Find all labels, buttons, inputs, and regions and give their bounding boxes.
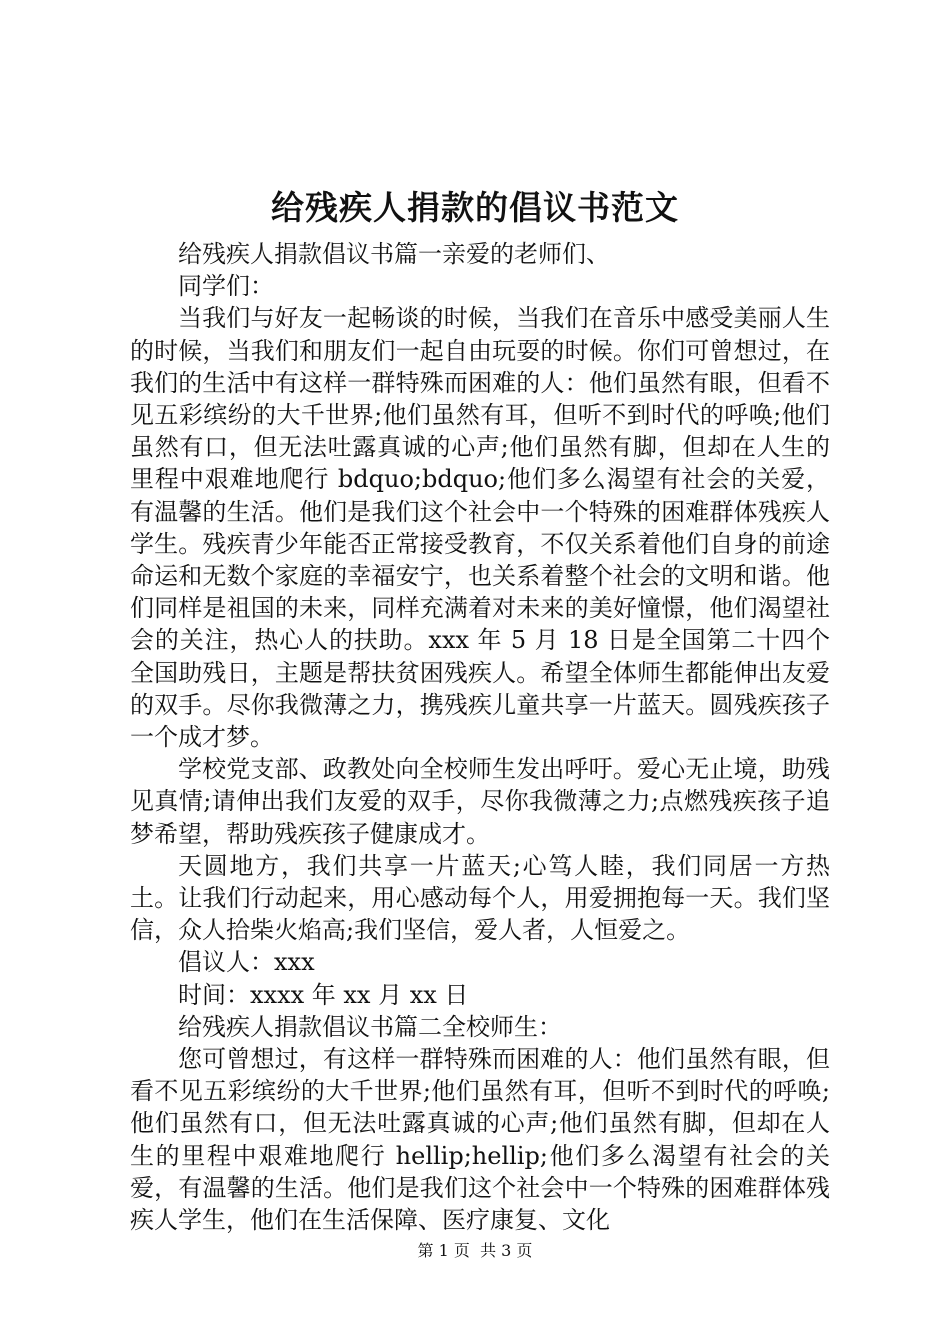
page-footer <box>0 1240 950 1262</box>
document-title: 给残疾人捐款的倡议书范文 <box>271 188 679 227</box>
document-body <box>130 238 830 1236</box>
page-total: 共 3 页 <box>480 1241 533 1260</box>
paragraph: 您可曾想过，有这样一群特殊而困难的人：他们虽然有眼，但看不见五彩缤纷的大千世界;他们虽然有耳，但听不到时代的呼唤;他们虽然有口，但无法吐露真诚的心声;他们虽然有脚，但却在人生的里程中艰难地爬行 hellip;hellip;他们多么渴望有社会的关爱，有温馨的生活。他们是我们这个社会中一个特殊的困难群体残疾人学生，他们在生活保障、医疗康复、文化 <box>130 1045 830 1235</box>
paragraph: 倡议人：xxx <box>178 948 315 977</box>
page-number: 第 1 页 <box>417 1241 470 1260</box>
paragraph: 同学们： <box>178 272 274 301</box>
paragraph: 当我们与好友一起畅谈的时候，当我们在音乐中感受美丽人生的时候，当我们和朋友们一起自由玩耍的时候。你们可曾想过，在我们的生活中有这样一群特殊而困难的人：他们虽然有眼，但看不见五彩缤纷的大千世界;他们虽然有耳，但听不到时代的呼唤;他们虽然有口，但无法吐露真诚的心声;他们虽然有脚，但却在人生的里程中艰难地爬行 bdquo;bdquo;他们多么渴望有社会的关爱，有温馨的生活。他们是我们这个社会中一个特殊的困难群体残疾人学生。残疾青少年能否正常接受教育，不仅关系着他们自身的前途命运和无数个家庭的幸福安宁，也关系着整个社会的文明和谐。他们同样是祖国的未来，同样充满着对未来的美好憧憬，他们渴望社会的关注，热心人的扶助。xxx 年 5 月 18 日是全国第二十四个全国助残日，主题是帮扶贫困残疾人。希望全体师生都能伸出友爱的双手。尽你我微薄之力，携残疾儿童共享一片蓝天。圆残疾孩子一个成才梦。 <box>130 304 830 752</box>
paragraph: 给残疾人捐款倡议书篇一亲爱的老师们、 <box>178 240 610 268</box>
paragraph: 时间：xxxx 年 xx 月 xx 日 <box>178 980 469 1009</box>
paragraph: 给残疾人捐款倡议书篇二全校师生： <box>178 1012 562 1041</box>
paragraph: 学校党支部、政教处向全校师生发出呼吁。爱心无止境，助残见真情;请伸出我们友爱的双手，尽你我微薄之力;点燃残疾孩子追梦希望，帮助残疾孩子健康成才。 <box>130 755 830 848</box>
paragraph: 天圆地方，我们共享一片蓝天;心笃人睦，我们同居一方热土。让我们行动起来，用心感动每个人，用爱拥抱每一天。我们坚信，众人拾柴火焰高;我们坚信，爱人者，人恒爱之。 <box>130 851 830 945</box>
